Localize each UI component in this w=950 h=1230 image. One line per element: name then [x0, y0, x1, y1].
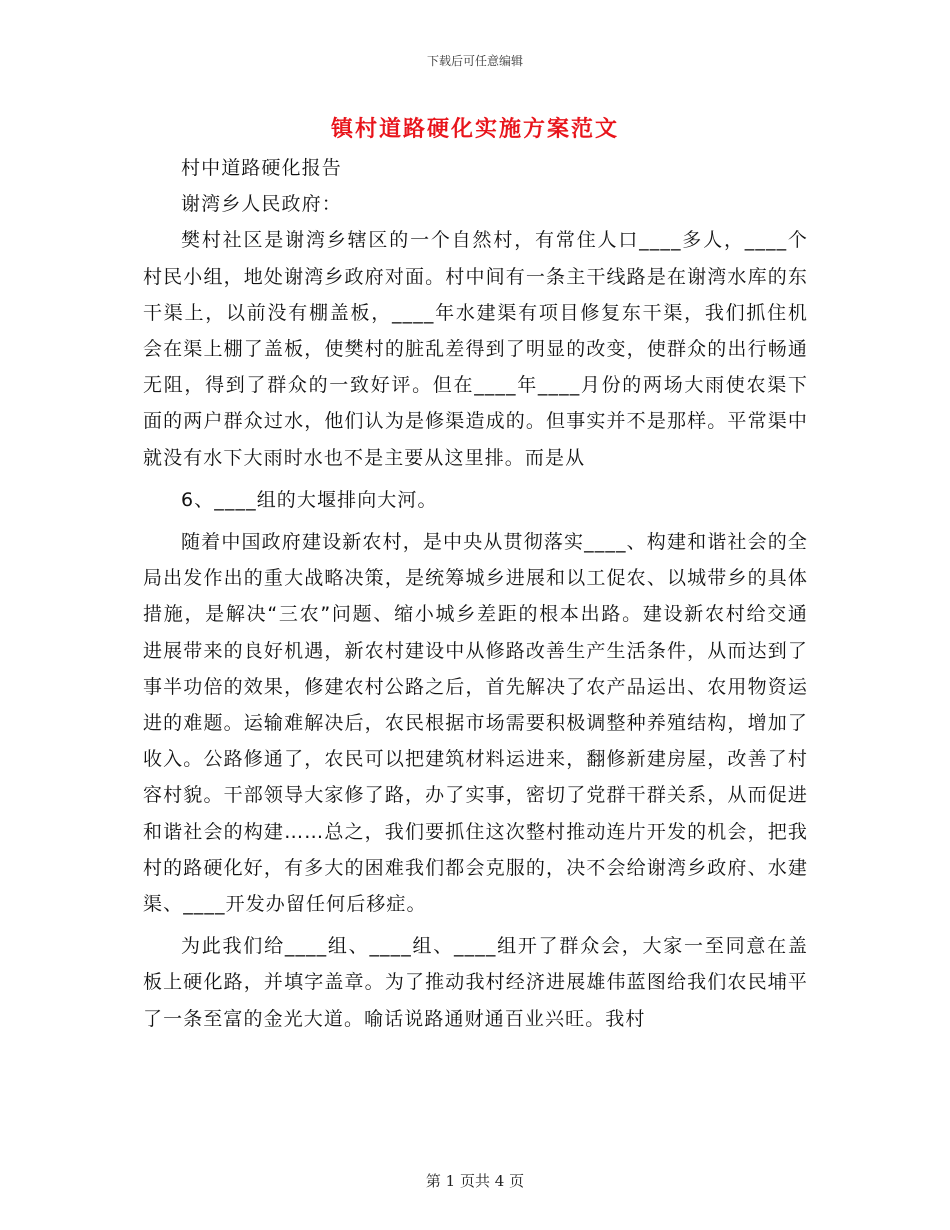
paragraph: 随着中国政府建设新农村，是中央从贯彻落实____、构建和谐社会的全局出发作出的重大战略决策，是统筹城乡进展和以工促农、以城带乡的具体措施，是解决“三农”问题、缩小城乡差距的根本出路。建设新农村给交通进展带来的良好机遇，新农村建设中从修路改善生产生活条件，从而达到了事半功倍的效果，修建农村公路之后，首先解决了农产品运出、农用物资运进的难题。运输难解决后，农民根据市场需要积极调整种养殖结构，增加了收入。公路修通了，农民可以把建筑材料运进来，翻修新建房屋，改善了村容村貌。干部领导大家修了路，办了实事，密切了党群干群关系，从而促进和谐社会的构建……总之，我们要抓住这次整村推动连片开发的机会，把我村的路硬化好，有多大的困难我们都会克服的，决不会给谢湾乡政府、水建渠、____开发办留任何后移症。	[143, 531, 808, 916]
salutation: 谢湾乡人民政府：	[181, 193, 342, 216]
document-body	[143, 150, 808, 1037]
paragraph: 樊村社区是谢湾乡辖区的一个自然村，有常住人口____多人，____个村民小组，地处谢湾乡政府对面。村中间有一条主干线路是在谢湾水库的东干渠上，以前没有棚盖板，____年水建渠有项目修复东干渠，我们抓住机会在渠上棚了盖板，使樊村的脏乱差得到了明显的改变，使群众的出行畅通无阻，得到了群众的一致好评。但在____年____月份的两场大雨使农渠下面的两户群众过水，他们认为是修渠造成的。但事实并不是那样。平常渠中就没有水下大雨时水也不是主要从这里排。而是从	[143, 229, 808, 469]
header-note: 下载后可任意编辑	[426, 54, 523, 68]
paragraph: 为此我们给____组、____组、____组开了群众会，大家一至同意在盖板上硬化路，并填字盖章。为了推动我村经济进展雄伟蓝图给我们农民埔平了一条至富的金光大道。喻话说路通财通百业兴旺。我村	[143, 935, 808, 1030]
report-title-line: 村中道路硬化报告	[181, 157, 342, 179]
page-number-footer: 第 1 页共 4 页	[425, 1172, 525, 1190]
paragraph: 6、____组的大堰排向大河。	[181, 488, 438, 511]
document-title: 镇村道路硬化实施方案范文	[330, 117, 619, 142]
